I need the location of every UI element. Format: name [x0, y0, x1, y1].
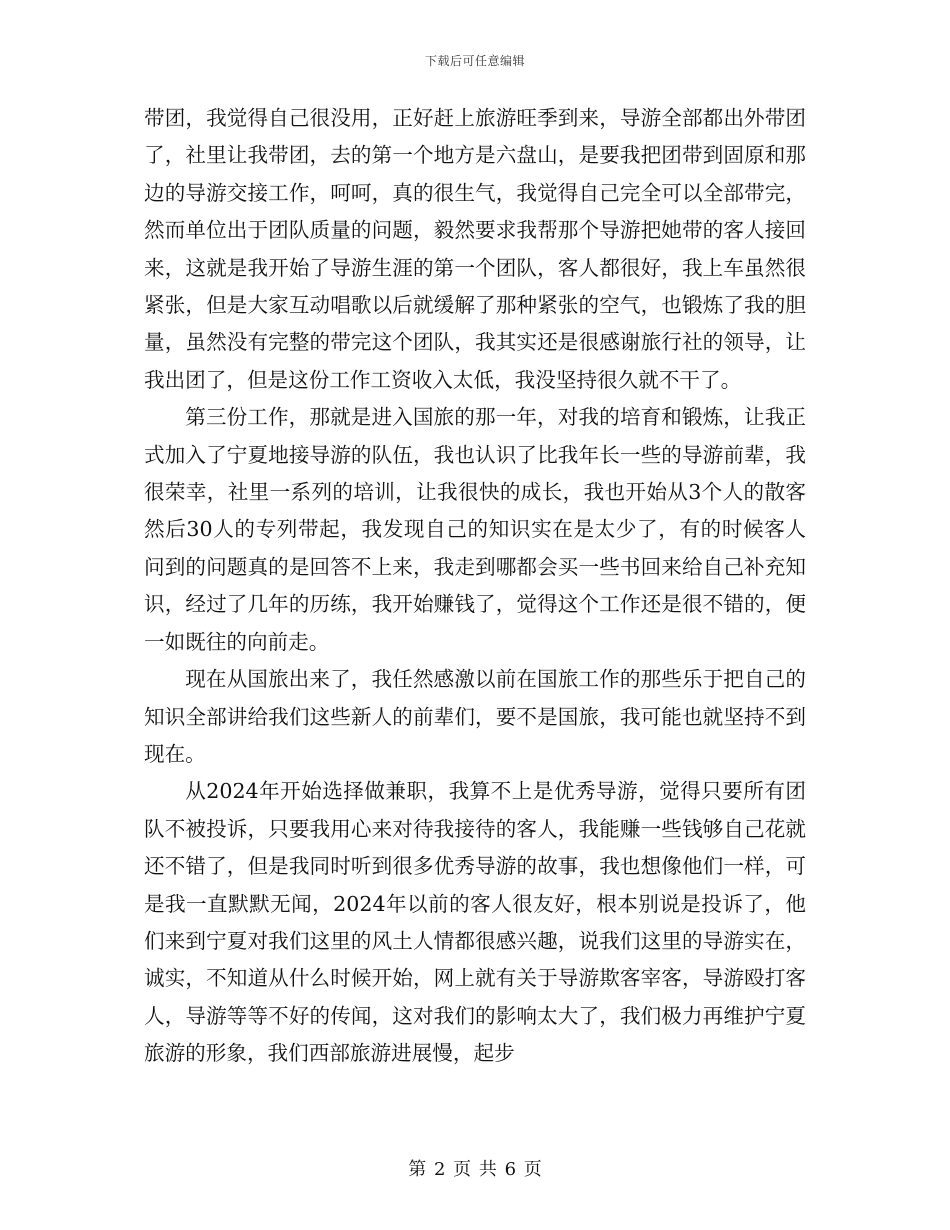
page-number-footer: 第 2 页 共 6 页 — [408, 1159, 542, 1180]
page-header-note: 下载后可任意编辑 — [424, 54, 525, 68]
paragraph-leaving-cits: 现在从国旅出来了，我任然感激以前在国旅工作的那些乐于把自己的知识全部讲给我们这些新人的前辈们，要不是国旅，我可能也就坚持不到现在。 — [144, 667, 806, 766]
paragraph-continuation: 带团，我觉得自己很没用，正好赶上旅游旺季到来，导游全部都出外带团了，社里让我带团，去的第一个地方是六盘山，是要我把团带到固原和那边的导游交接工作，呵呵，真的很生气，我觉得自己完全可以全部带完，然而单位出于团队质量的问题，毅然要求我帮那个导游把她带的客人接回来，这就是我开始了导游生涯的第一个团队，客人都很好，我上车虽然很紧张，但是大家互动唱歌以后就缓解了那种紧张的空气，也锻炼了我的胆量，虽然没有完整的带完这个团队，我其实还是很感谢旅行社的领导，让我出团了，但是这份工作工资收入太低，我没坚持很久就不干了。 — [144, 106, 806, 392]
document-body — [144, 100, 806, 1073]
paragraph-third-job: 第三份工作，那就是进入国旅的那一年，对我的培育和锻炼，让我正式加入了宁夏地接导游的队伍，我也认识了比我年长一些的导游前辈，我很荣幸，社里一系列的培训，让我很快的成长，我也开始从3个人的散客然后30人的专列带起，我发现自己的知识实在是太少了，有的时候客人问到的问题真的是回答不上来，我走到哪都会买一些书回来给自己补充知识，经过了几年的历练，我开始赚钱了，觉得这个工作还是很不错的，便一如既往的向前走。 — [144, 405, 806, 654]
paragraph-part-time: 从2024年开始选择做兼职，我算不上是优秀导游，觉得只要所有团队不被投诉，只要我用心来对待我接待的客人，我能赚一些钱够自己花就还不错了，但是我同时听到很多优秀导游的故事，我也想像他们一样，可是我一直默默无闻，2024年以前的客人很友好，根本别说是投诉了，他们来到宁夏对我们这里的风土人情都很感兴趣，说我们这里的导游实在，诚实，不知道从什么时候开始，网上就有关于导游欺客宰客，导游殴打客人，导游等等不好的传闻，这对我们的影响太大了，我们极力再维护宁夏旅游的形象，我们西部旅游进展慢，起步 — [144, 779, 806, 1066]
